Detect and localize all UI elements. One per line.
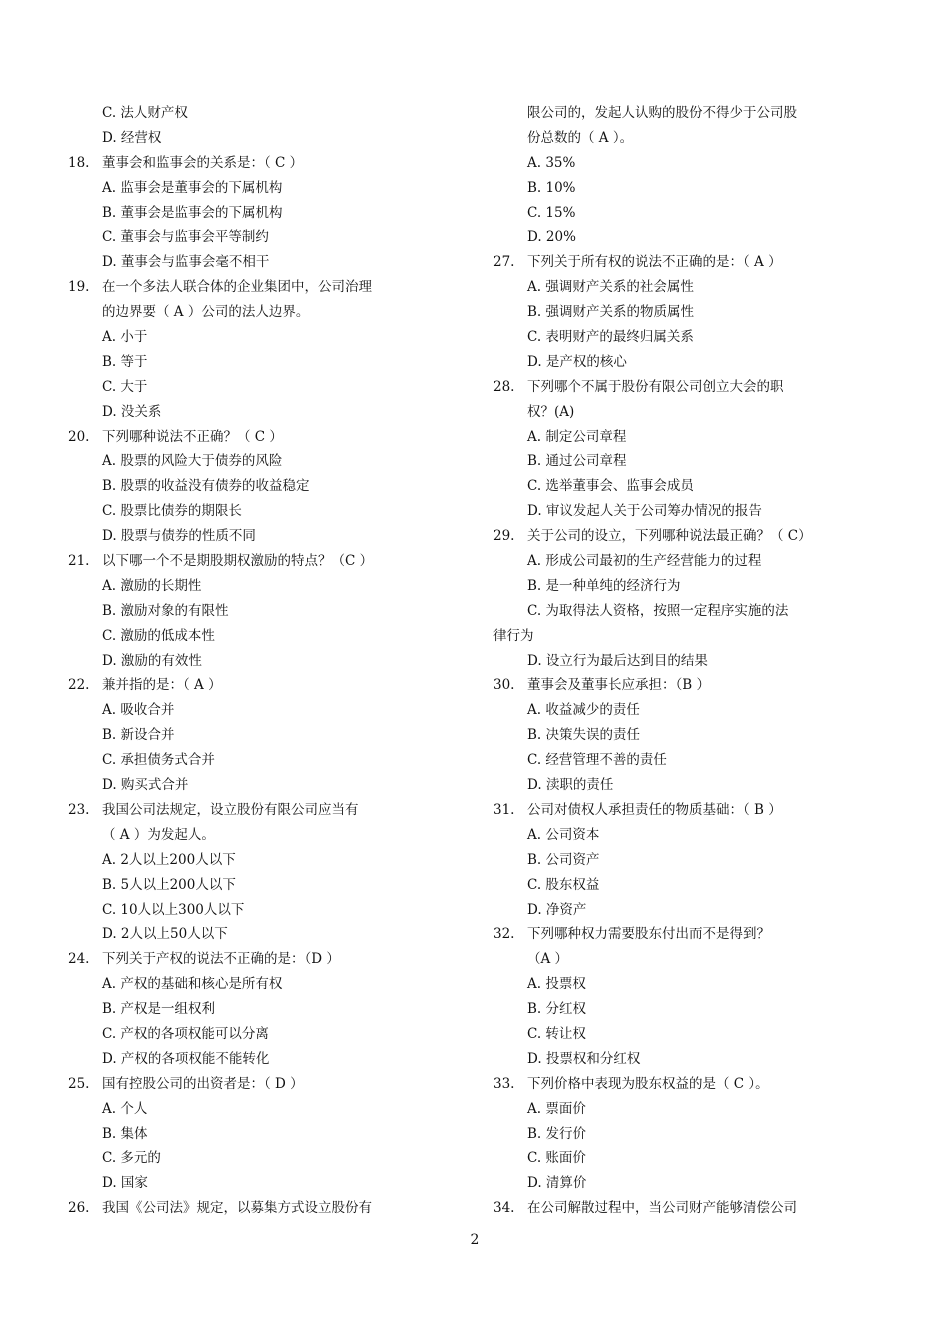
answer-option: B. 5人以上200人以下 — [102, 876, 236, 893]
question-text: 在公司解散过程中，当公司财产能够清偿公司 — [527, 1200, 797, 1217]
question-number: 25. — [68, 1075, 90, 1092]
answer-option: D. 激励的有效性 — [102, 652, 202, 669]
answer-option: B. 激励对象的有限性 — [102, 602, 229, 619]
question-text: 下列关于产权的说法不正确的是：（D ） — [102, 951, 340, 968]
answer-option: A. 2人以上200人以下 — [102, 851, 236, 868]
answer-option: B. 通过公司章程 — [527, 453, 627, 470]
question-text: 董事会和监事会的关系是：（ C ） — [102, 154, 304, 171]
question-continuation: 的边界要（ A ）公司的法人边界。 — [102, 304, 310, 321]
answer-option: A. 激励的长期性 — [102, 577, 202, 594]
answer-option: B. 决策失误的责任 — [527, 727, 641, 744]
answer-option: A. 小于 — [102, 329, 148, 346]
question-line — [68, 947, 408, 972]
answer-option: D. 净资产 — [527, 901, 587, 918]
answer-option: B. 董事会是监事会的下属机构 — [102, 204, 283, 221]
question-number: 22. — [68, 677, 90, 694]
answer-option: C. 承担债务式合并 — [102, 752, 215, 769]
answer-option: A. 制定公司章程 — [527, 428, 627, 445]
answer-option: C. 账面价 — [527, 1150, 586, 1167]
answer-option: A. 个人 — [102, 1100, 148, 1117]
question-continuation: （ A ）为发起人。 — [102, 826, 215, 843]
answer-option: B. 是一种单纯的经济行为 — [527, 577, 681, 594]
answer-option: C. 15% — [527, 204, 576, 221]
question-line — [493, 524, 833, 549]
answer-option: B. 公司资产 — [527, 851, 600, 868]
answer-option: C. 转让权 — [527, 1025, 586, 1042]
answer-option: B. 新设合并 — [102, 727, 175, 744]
question-text: 下列哪种说法不正确？（ C ） — [102, 428, 283, 445]
answer-option: A. 股票的风险大于债券的风险 — [102, 453, 283, 470]
question-line — [493, 1196, 833, 1221]
question-continuation: 律行为 — [493, 627, 534, 644]
answer-option: A. 公司资本 — [527, 826, 600, 843]
question-line — [68, 425, 408, 450]
answer-option: D. 没关系 — [102, 403, 162, 420]
answer-option: B. 股票的收益没有债券的收益稳定 — [102, 478, 310, 495]
answer-option: C. 大于 — [102, 378, 148, 395]
answer-option: D. 2人以上50人以下 — [102, 926, 228, 943]
answer-option: D. 投票权和分红权 — [527, 1050, 641, 1067]
question-text: 我国公司法规定，设立股份有限公司应当有 — [102, 801, 359, 818]
answer-option: A. 票面价 — [527, 1100, 586, 1117]
answer-option: B. 等于 — [102, 353, 148, 370]
question-text: 下列哪种权力需要股东付出而不是得到？ — [527, 926, 770, 943]
answer-option: C. 多元的 — [102, 1150, 161, 1167]
question-number: 27. — [493, 254, 515, 271]
answer-option: B. 发行价 — [527, 1125, 587, 1142]
answer-option: C. 经营管理不善的责任 — [527, 752, 667, 769]
question-number: 34. — [493, 1200, 515, 1217]
question-text: 在一个多法人联合体的企业集团中，公司治理 — [102, 279, 372, 296]
answer-option: C. 产权的各项权能可以分离 — [102, 1025, 269, 1042]
answer-option: C. 股票比债券的期限长 — [102, 503, 242, 520]
question-text: 关于公司的设立，下列哪种说法最正确？（ C） — [527, 528, 812, 545]
answer-option: B. 强调财产关系的物质属性 — [527, 304, 695, 321]
question-text: 我国《公司法》规定，以募集方式设立股份有 — [102, 1200, 372, 1217]
question-number: 30. — [493, 677, 515, 694]
answer-option: D. 是产权的核心 — [527, 353, 627, 370]
question-continuation: 限公司的，发起人认购的股份不得少于公司股 — [527, 105, 797, 121]
answer-option: A. 形成公司最初的生产经营能力的过程 — [527, 553, 762, 570]
question-number: 18. — [68, 154, 90, 171]
question-line — [493, 922, 833, 947]
question-text: 下列关于所有权的说法不正确的是：（ A ） — [527, 254, 782, 271]
answer-option: B. 10% — [527, 179, 576, 196]
question-line — [68, 673, 408, 698]
answer-option: C. 选举董事会、监事会成员 — [527, 478, 694, 495]
answer-option: C. 为取得法人资格，按照一定程序实施的法 — [527, 602, 789, 619]
answer-option: D. 清算价 — [527, 1175, 587, 1192]
question-text: 下列价格中表现为股东权益的是（ C ）。 — [527, 1075, 769, 1092]
right-column — [493, 101, 833, 1221]
question-line — [493, 375, 833, 400]
answer-option: C. 股东权益 — [527, 876, 600, 893]
question-number: 29. — [493, 528, 515, 545]
answer-option: D. 20% — [527, 229, 576, 246]
answer-option: B. 分红权 — [527, 1001, 587, 1018]
answer-option: A. 监事会是董事会的下属机构 — [102, 179, 283, 196]
question-number: 23. — [68, 801, 90, 818]
question-text: 公司对债权人承担责任的物质基础：（ B ） — [527, 801, 782, 818]
answer-option: A. 投票权 — [527, 976, 586, 993]
question-number: 19. — [68, 279, 90, 296]
answer-option: D. 经营权 — [102, 129, 162, 146]
question-line — [68, 798, 408, 823]
answer-option: A. 吸收合并 — [102, 702, 175, 719]
answer-option: A. 强调财产关系的社会属性 — [527, 279, 694, 296]
question-line — [493, 673, 833, 698]
question-text: 兼并指的是：（ A ） — [102, 677, 222, 694]
answer-option: C. 表明财产的最终归属关系 — [527, 329, 694, 346]
question-text: 国有控股公司的出资者是：（ D ） — [102, 1075, 304, 1092]
answer-option: C. 激励的低成本性 — [102, 627, 215, 644]
question-continuation: 权？(A) — [527, 403, 575, 420]
answer-option: D. 国家 — [102, 1175, 148, 1192]
answer-option: D. 购买式合并 — [102, 777, 189, 794]
question-text: 董事会及董事长应承担：（B ） — [527, 677, 710, 694]
question-number: 32. — [493, 926, 515, 943]
answer-option: D. 设立行为最后达到目的结果 — [527, 652, 708, 669]
question-number: 20. — [68, 428, 90, 445]
question-number: 21. — [68, 553, 90, 570]
question-continuation: （A ） — [527, 951, 569, 968]
question-text: 下列哪个不属于股份有限公司创立大会的职 — [527, 378, 784, 395]
question-line — [68, 1072, 408, 1097]
question-number: 24. — [68, 951, 90, 968]
answer-option: D. 审议发起人关于公司筹办情况的报告 — [527, 503, 762, 520]
answer-option: C. 法人财产权 — [102, 105, 188, 121]
question-number: 33. — [493, 1075, 515, 1092]
question-line — [493, 798, 833, 823]
left-column — [68, 101, 408, 1221]
answer-option: C. 董事会与监事会平等制约 — [102, 229, 269, 246]
question-number: 26. — [68, 1200, 90, 1217]
question-line — [68, 275, 408, 300]
answer-option: D. 董事会与监事会毫不相干 — [102, 254, 270, 271]
answer-option: A. 收益减少的责任 — [527, 702, 640, 719]
question-line — [68, 1196, 408, 1221]
question-line — [68, 151, 408, 176]
answer-option: D. 股票与债券的性质不同 — [102, 528, 256, 545]
question-number: 31. — [493, 801, 515, 818]
answer-option: C. 10人以上300人以下 — [102, 901, 245, 918]
question-line — [68, 549, 408, 574]
page-number: 2 — [470, 1232, 480, 1248]
question-continuation: 份总数的（ A ）。 — [527, 129, 634, 146]
question-line — [493, 1072, 833, 1097]
answer-option: D. 渎职的责任 — [527, 777, 614, 794]
question-text: 以下哪一个不是期股期权激励的特点？（C ） — [102, 553, 374, 570]
answer-option: A. 产权的基础和核心是所有权 — [102, 976, 283, 993]
answer-option: D. 产权的各项权能不能转化 — [102, 1050, 270, 1067]
question-line — [493, 250, 833, 275]
answer-option: B. 集体 — [102, 1125, 148, 1142]
answer-option: B. 产权是一组权利 — [102, 1001, 216, 1018]
question-number: 28. — [493, 378, 515, 395]
answer-option: A. 35% — [527, 154, 576, 171]
